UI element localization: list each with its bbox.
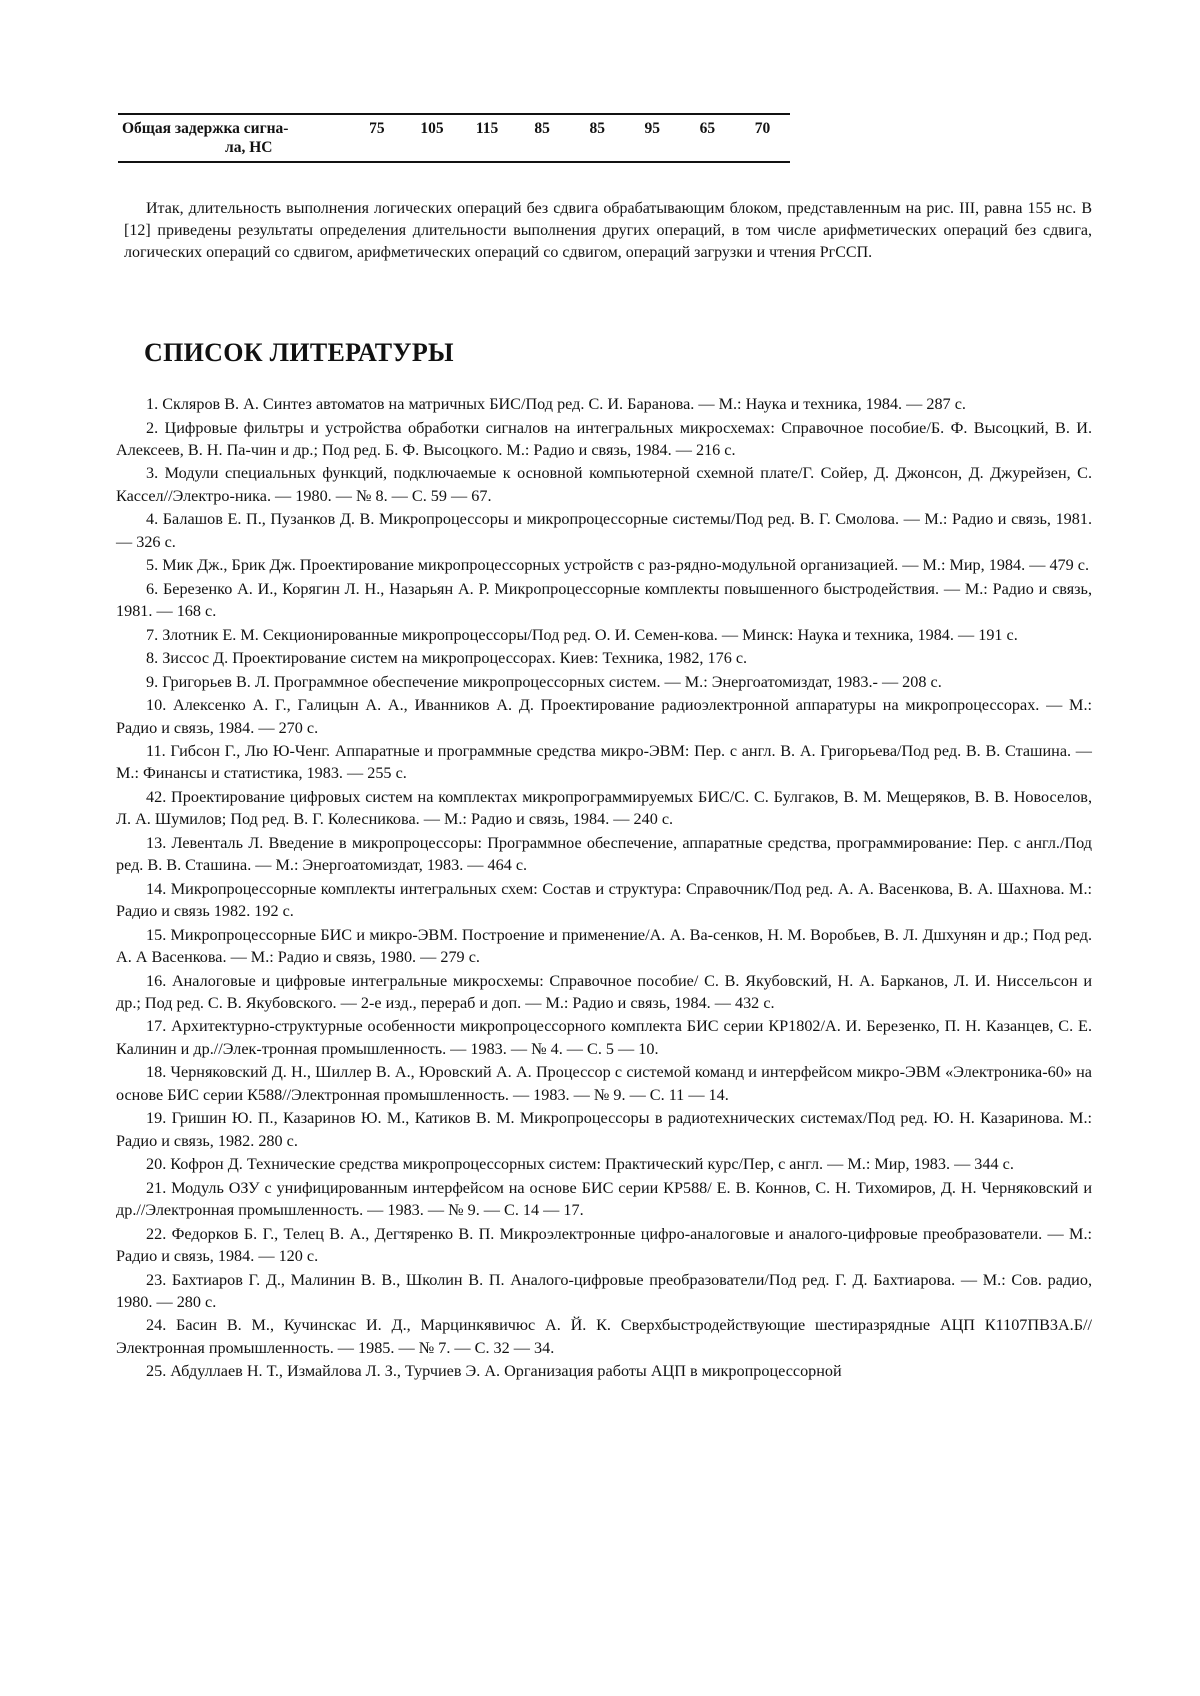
reference-item: 3. Модули специальных функций, подключаемые к основной компьютерной схемной плате/Г. Сойер, Д. Джонсон, Д. Джурейзен, С. Кассел//Электро-ника. — 1980. — № 8. — С. 59 — 67. — [116, 464, 1092, 505]
reference-item: 21. Модуль ОЗУ с унифицированным интерфейсом на основе БИС серии КР588/ Е. В. Коннов, С. Н. Тихомиров, Д. Н. Черняковский и др.//Электронная промышленность. — 1983. — № 9. — С. 14 — 17. — [116, 1178, 1092, 1220]
signal-delay-table — [118, 113, 790, 163]
reference-item: 16. Аналоговые и цифровые интегральные микросхемы: Справочное пособие/ С. В. Якубовский, Н. А. Барканов, Л. И. Ниссельсон и др.; Под ред. С. В. Якубовского. — 2-е изд., перераб и доп. — М.: Радио и связь, 1984. — 432 с. — [116, 971, 1092, 1012]
reference-item: 13. Левенталь Л. Введение в микропроцессоры: Программное обеспечение, аппаратные средства, программирование: Пер. с англ./Под ред. В. В. Сташина. — М.: Энергоатомиздат, 1983. — 464 с. — [116, 833, 1092, 875]
references-list — [116, 393, 1092, 1384]
reference-item: 15. Микропроцессорные БИС и микро-ЭВМ. Построение и применение/А. А. Ва-сенков, Н. М. Воробьев, В. Л. Дшхунян и др.; Под ред. А. А Васенкова. — М.: Радио и связь, 1980. — 279 с. — [116, 925, 1092, 967]
reference-item: 25. Абдуллаев Н. Т., Измайлова Л. З., Турчиев Э. А. Организация работы АЦП в микропроцессорной — [146, 1362, 842, 1381]
references-title: СПИСОК ЛИТЕРАТУРЫ — [144, 338, 454, 367]
reference-item: 11. Гибсон Г., Лю Ю-Ченг. Аппаратные и программные средства микро-ЭВМ: Пер. с англ. В. А. Григорьева/Под ред. В. В. Сташина. — М.: Финансы и статистика, 1983. — 255 с. — [116, 742, 1092, 783]
reference-item: 6. Березенко А. И., Корягин Л. Н., Назарьян А. Р. Микропроцессорные комплекты повышенного быстродействия. — М.: Радио и связь, 1981. — 168 с. — [116, 579, 1092, 621]
reference-item: 19. Гришин Ю. П., Казаринов Ю. М., Катиков В. М. Микропроцессоры в радиотехнических системах/Под ред. Ю. Н. Казаринова. М.: Радио и связь, 1982. 280 с. — [116, 1109, 1092, 1150]
table-cell: 95 — [644, 120, 661, 137]
table-row — [118, 114, 790, 162]
table-cell: 70 — [754, 120, 771, 137]
row-label-line2: ла, НС — [225, 139, 273, 156]
table-cell: 85 — [534, 120, 550, 137]
reference-item: 20. Кофрон Д. Технические средства микропроцессорных систем: Практический курс/Пер, с англ. — М.: Мир, 1983. — 344 с. — [146, 1155, 1014, 1174]
table-cell: 105 — [420, 120, 444, 137]
row-label — [118, 114, 349, 162]
table-cell: 85 — [589, 120, 605, 137]
reference-item: 42. Проектирование цифровых систем на комплектах микропрограммируемых БИС/С. С. Булгаков, В. М. Мещеряков, В. В. Новоселов, Л. А. Шумилов; Под ред. В. Г. Колесникова. — М.: Радио и связь, 1984. — 240 с. — [116, 787, 1092, 829]
reference-item: 23. Бахтиаров Г. Д., Малинин В. В., Школин В. П. Аналого-цифровые преобразователи/Под ред. Г. Д. Бахтиарова. — М.: Сов. радио, 1980. — 280 с. — [116, 1270, 1092, 1311]
reference-item: 14. Микропроцессорные комплекты интегральных схем: Состав и структура: Справочник/Под ред. А. А. Васенкова, В. А. Шахнова. М.: Радио и связь 1982. 192 с. — [116, 879, 1092, 921]
row-label-line1: Общая задержка сигна- — [122, 120, 289, 137]
reference-item: 9. Григорьев В. Л. Программное обеспечение микропроцессорных систем. — М.: Энергоатомиздат, 1983.- — 208 с. — [146, 672, 942, 691]
intro-paragraph: Итак, длительность выполнения логических операций без сдвига обрабатывающим блоком, представленным на рис. III, равна 155 нс. В [12] приведены результаты определения длительности выполнения других операций, в том числе арифметических операций без сдвига, логических операций со сдвигом, арифметических операций со сдвигом, операций загрузки и чтения РгССП. — [124, 200, 1092, 261]
reference-item: 8. Зиссос Д. Проектирование систем на микропроцессорах. Киев: Техника, 1982, 176 с. — [146, 649, 748, 668]
reference-item: 18. Черняковский Д. Н., Шиллер В. А., Юровский А. А. Процессор с системой команд и интерфейсом микро-ЭВМ «Электроника-60» на основе БИС серии К588//Электронная промышленность. — 1983. — № 9. — С. 11 — 14. — [116, 1063, 1092, 1104]
reference-item: 4. Балашов Е. П., Пузанков Д. В. Микропроцессоры и микропроцессорные системы/Под ред. В. Г. Смолова. — М.: Радио и связь, 1981. — 326 с. — [116, 510, 1092, 551]
table-cell: 75 — [369, 120, 385, 137]
table-cell: 65 — [699, 120, 716, 137]
reference-item: 24. Басин В. М., Кучинскас И. Д., Марцинкявичюс А. Й. К. Сверхбыстродействующие шестиразрядные АЦП К1107ПВ3А.Б//Электронная промышленность. — 1985. — № 7. — С. 32 — 34. — [116, 1316, 1092, 1357]
reference-item: 10. Алексенко А. Г., Галицын А. А., Иванников А. Д. Проектирование радиоэлектронной аппаратуры на микропроцессорах. — М.: Радио и связь, 1984. — 270 с. — [116, 696, 1092, 737]
reference-item: 7. Злотник Е. М. Секционированные микропроцессоры/Под ред. О. И. Семен-кова. — Минск: Наука и техника, 1984. — 191 с. — [146, 625, 1018, 644]
reference-item: 2. Цифровые фильтры и устройства обработки сигналов на интегральных микросхемах: Справочное пособие/Б. Ф. Высоцкий, В. И. Алексеев, В. Н. Па-чин и др.; Под ред. Б. Ф. Высоцкого. М.: Радио и связь, 1984. — 216 с. — [116, 418, 1092, 459]
reference-item: 17. Архитектурно-структурные особенности микропроцессорного комплекта БИС серии КР1802/А. И. Березенко, П. Н. Казанцев, С. Е. Калинин и др.//Элек-тронная промышленность. — 1983. — № 4. — С. 5 — 10. — [116, 1017, 1092, 1058]
reference-item: 5. Мик Дж., Брик Дж. Проектирование микропроцессорных устройств с раз-рядно-модульной организацией. — М.: Мир, 1984. — 479 с. — [146, 556, 1090, 575]
reference-item: 1. Скляров В. А. Синтез автоматов на матричных БИС/Под ред. С. И. Баранова. — М.: Наука и техника, 1984. — 287 с. — [146, 395, 966, 413]
table-cell: 115 — [475, 120, 499, 137]
reference-item: 22. Федорков Б. Г., Телец В. А., Дегтяренко В. П. Микроэлектронные цифро-аналоговые и аналого-цифровые преобразователи. — М.: Радио и связь, 1984. — 120 с. — [116, 1224, 1092, 1265]
